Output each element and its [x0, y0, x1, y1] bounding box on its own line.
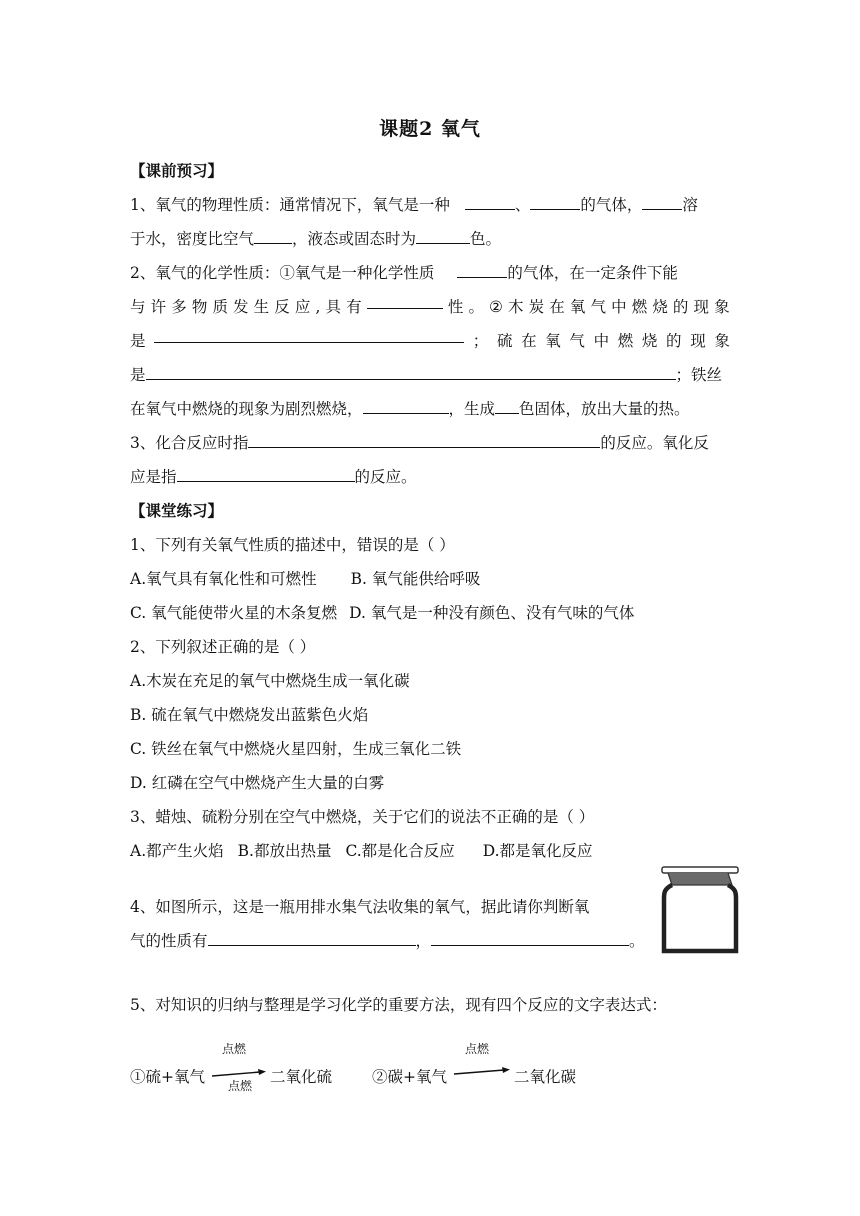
practice-q3-options [130, 834, 730, 868]
text: 2、氧气的化学性质：①氧气是一种化学性质 [130, 264, 435, 282]
text: 是 [130, 366, 146, 384]
answer-blank[interactable] [465, 191, 515, 210]
reaction1-reactants: ①硫+氧气 [130, 1068, 205, 1086]
text: 1、氧气的物理性质：通常情况下，氧气是一种 [130, 196, 450, 214]
option-d[interactable]: D. 氧气是一种没有颜色、没有气味的气体 [349, 604, 635, 622]
page-title: 课题2 氧气 [379, 118, 481, 140]
option-b[interactable]: B.都放出热量 [237, 842, 332, 860]
char: 许 [150, 298, 167, 316]
option-d[interactable]: D. 红磷在空气中燃烧产生大量的白雾 [130, 774, 385, 792]
option-b[interactable]: B. 硫在氧气中燃烧发出蓝紫色火焰 [130, 706, 369, 724]
answer-blank[interactable] [177, 463, 355, 482]
option-b[interactable]: B. 氧气能供给呼吸 [350, 570, 481, 588]
char: 现 [693, 298, 710, 316]
answer-blank[interactable] [363, 395, 449, 414]
text: ；铁丝 [675, 366, 723, 384]
text: 、 [514, 196, 531, 214]
answer-blank[interactable] [146, 361, 676, 380]
char: 燃 [631, 298, 648, 316]
char: 中 [593, 332, 610, 350]
option-c[interactable]: C. 氧气能使带火星的木条复燃 [130, 604, 338, 622]
text: 的气体， [580, 196, 643, 214]
text: 在氧气中燃烧的现象为剧烈燃烧， [130, 400, 363, 418]
reaction1-product: 二氧化硫 [270, 1068, 333, 1086]
char: 应 [294, 298, 311, 316]
answer-blank[interactable] [431, 927, 629, 946]
text: 的反应。氧化反 [600, 434, 709, 452]
char: 发 [233, 298, 249, 316]
char: 生 [253, 298, 270, 316]
text: ，生成 [448, 400, 496, 418]
char: 的 [672, 298, 689, 316]
char: 象 [714, 298, 730, 316]
reaction2-reactants: ②碳+氧气 [372, 1068, 447, 1086]
answer-blank[interactable] [208, 927, 416, 946]
char: 中 [611, 298, 627, 316]
answer-blank[interactable] [367, 290, 443, 309]
text: 溶 [682, 196, 698, 214]
answer-blank[interactable] [457, 259, 507, 278]
preview-q3-line2 [130, 460, 730, 494]
char: 木 [508, 298, 524, 316]
text: ， [415, 932, 432, 950]
char: 性 [447, 298, 464, 316]
text: 应是指 [130, 468, 177, 486]
answer-blank[interactable] [416, 225, 470, 244]
char: 炭 [528, 298, 545, 316]
char: 气 [569, 332, 585, 350]
char: 是 [130, 332, 146, 350]
practice-q3-stem: 3、蜡烛、硫粉分别在空气中燃烧，关于它们的说法不正确的是（ ） [130, 808, 595, 826]
option-c[interactable]: C.都是化合反应 [345, 842, 455, 860]
preview-q2-line3 [130, 324, 730, 358]
char: 氧 [545, 332, 561, 350]
char: , [315, 298, 321, 316]
practice-q2-stem: 2、下列叙述正确的是（ ） [130, 638, 316, 656]
reaction2-condition-top: 点燃 [465, 1042, 490, 1056]
text: 于水，密度比空气 [130, 230, 255, 248]
char: 在 [549, 298, 565, 316]
preview-q2-line4 [130, 358, 730, 392]
option-a[interactable]: A.氧气具有氧化性和可燃性 [130, 570, 317, 588]
arrow-icon [452, 1066, 512, 1076]
text: 的反应。 [354, 468, 417, 486]
preview-q3-line1 [130, 426, 730, 460]
answer-blank[interactable] [248, 429, 600, 448]
preview-q2-line1 [130, 256, 730, 290]
answer-blank[interactable] [254, 225, 292, 244]
char: 质 [212, 298, 228, 316]
answer-blank[interactable] [154, 324, 464, 343]
arrow-icon [210, 1068, 268, 1078]
text: 3、化合反应时指 [130, 434, 249, 452]
text: 的气体，在一定条件下能 [507, 264, 678, 282]
char: 与 [130, 298, 146, 316]
option-c[interactable]: C. 铁丝在氧气中燃烧火星四射，生成三氧化二铁 [130, 740, 462, 758]
char: 象 [714, 332, 730, 350]
char: 气 [590, 298, 606, 316]
reaction1-condition-bottom: 点燃 [228, 1079, 253, 1093]
char: 烧 [641, 332, 658, 350]
char: 氧 [569, 298, 586, 316]
gas-jar-image [660, 865, 740, 955]
reaction2-product: 二氧化碳 [514, 1068, 577, 1086]
char: 有 [346, 298, 362, 316]
answer-blank[interactable] [530, 191, 580, 210]
char: 。 [468, 298, 484, 316]
char: 硫 [496, 332, 513, 350]
text: 色。 [470, 230, 502, 248]
char: 现 [690, 332, 706, 350]
option-d[interactable]: D.都是氧化反应 [482, 842, 593, 860]
text: 。 [629, 932, 645, 950]
option-a[interactable]: A.都产生火焰 [130, 842, 224, 860]
section-heading-practice: 【课堂练习】 [130, 501, 224, 520]
char: 燃 [617, 332, 634, 350]
char: 的 [666, 332, 682, 350]
char: 烧 [652, 298, 668, 316]
section-heading-preview: 【课前预习】 [130, 161, 224, 180]
preview-q2-line2 [130, 290, 730, 324]
char: 反 [274, 298, 290, 316]
answer-blank[interactable] [495, 395, 519, 414]
practice-q1-options-cd [130, 596, 730, 630]
practice-q1-stem: 1、下列有关氧气性质的描述中，错误的是（ ） [130, 536, 455, 554]
option-a[interactable]: A.木炭在充足的氧气中燃烧生成一氧化碳 [130, 672, 410, 690]
practice-q1-options-ab [130, 562, 730, 596]
answer-blank[interactable] [642, 191, 682, 210]
text: ，液态或固态时为 [292, 230, 417, 248]
char: 在 [521, 332, 537, 350]
practice-q4-line2 [130, 924, 730, 958]
reaction1-condition-top: 点燃 [222, 1042, 247, 1056]
preview-q2-line5 [130, 392, 730, 426]
practice-q4-line1: 4、如图所示，这是一瓶用排水集气法收集的氧气，据此请你判断氧 [130, 898, 590, 916]
preview-q1-line1 [130, 188, 730, 222]
text: 色固体，放出大量的热。 [519, 400, 690, 418]
char: 具 [325, 298, 342, 316]
preview-q1-line2 [130, 222, 730, 256]
reaction-equations [130, 1042, 650, 1102]
practice-q5-stem: 5、对知识的归纳与整理是学习化学的重要方法，现有四个反应的文字表达式： [130, 996, 667, 1014]
char: 多 [171, 298, 187, 316]
worksheet-content [130, 154, 730, 1022]
text: 气的性质有 [130, 932, 208, 950]
char: 物 [191, 298, 208, 316]
char: ； [472, 332, 489, 350]
char: ② [489, 298, 503, 316]
